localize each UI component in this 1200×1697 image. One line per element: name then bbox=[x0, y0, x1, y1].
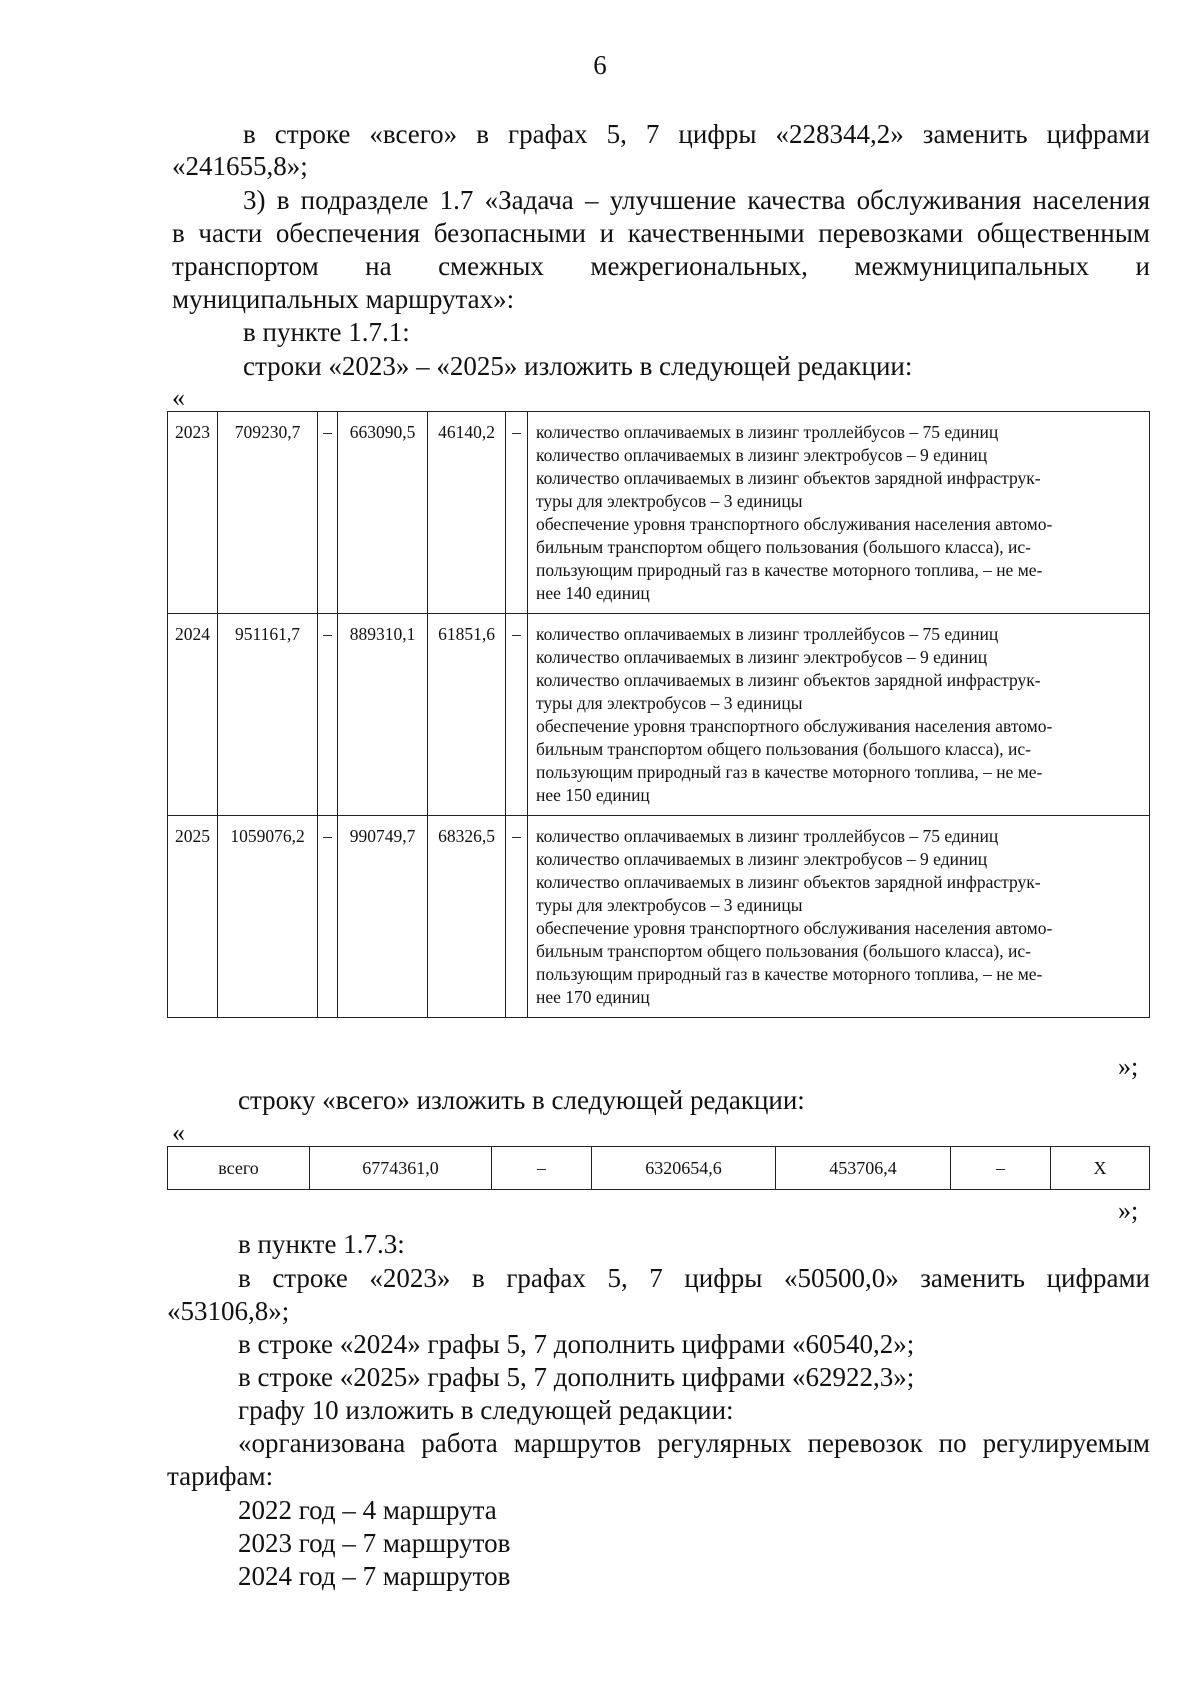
table-row bbox=[168, 816, 1150, 1018]
paragraph-line: графу 10 изложить в следующей редакции: bbox=[238, 1395, 734, 1425]
description-line: пользующим природный газ в качестве моторного топлива, – не ме- bbox=[536, 560, 1043, 580]
table-row bbox=[168, 412, 1150, 614]
table-row bbox=[168, 1147, 1150, 1190]
description-line: нее 140 единиц bbox=[536, 583, 650, 603]
page-number: 6 bbox=[593, 50, 607, 80]
table-cell-year: 2023 bbox=[168, 412, 218, 614]
paragraph-line: в пункте 1.7.3: bbox=[238, 1229, 405, 1259]
description-line: количество оплачиваемых в лизинг объектов зарядной инфраструк- bbox=[536, 468, 1041, 488]
paragraph-line: тарифам: bbox=[167, 1461, 274, 1491]
table-cell-c4: 663090,5 bbox=[338, 412, 428, 614]
table-row bbox=[168, 614, 1150, 816]
table-cell-year: 2025 bbox=[168, 816, 218, 1018]
table-cell-total: 709230,7 bbox=[218, 412, 318, 614]
paragraph-line: в строке «2023» в графах 5, 7 цифры «50500,0» заменить цифрами bbox=[238, 1263, 1150, 1293]
paragraph-line: транспортом на смежных межрегиональных, межмуниципальных и bbox=[172, 251, 1150, 281]
open-quote: « bbox=[172, 383, 185, 412]
table-cell-description bbox=[528, 614, 1150, 816]
table-cell-c5: 68326,5 bbox=[428, 816, 506, 1018]
paragraph-line: 2023 год – 7 маршрутов bbox=[238, 1528, 511, 1558]
table-cell-c4: 889310,1 bbox=[338, 614, 428, 816]
paragraph-line: 2022 год – 4 маршрута bbox=[238, 1495, 497, 1525]
description-line: обеспечение уровня транспортного обслуживания населения автомо- bbox=[536, 514, 1053, 534]
description-line: нее 150 единиц bbox=[536, 785, 650, 805]
table-cell-c3: – bbox=[318, 412, 338, 614]
description-line: пользующим природный газ в качестве моторного топлива, – не ме- bbox=[536, 762, 1043, 782]
description-line: количество оплачиваемых в лизинг троллейбусов – 75 единиц bbox=[536, 422, 999, 442]
table-cell: 6774361,0 bbox=[310, 1147, 492, 1190]
paragraph-line: в строке «2024» графы 5, 7 дополнить цифрами «60540,2»; bbox=[238, 1329, 915, 1359]
table-cell-c6: – bbox=[506, 816, 528, 1018]
description-line: количество оплачиваемых в лизинг электробусов – 9 единиц bbox=[536, 849, 988, 869]
description-line: туры для электробусов – 3 единицы bbox=[536, 693, 803, 713]
table-cell-description bbox=[528, 412, 1150, 614]
paragraph-line: в строке «2025» графы 5, 7 дополнить цифрами «62922,3»; bbox=[238, 1362, 915, 1392]
description-line: количество оплачиваемых в лизинг объектов зарядной инфраструк- bbox=[536, 872, 1041, 892]
indicators-table bbox=[167, 411, 1150, 1018]
description-line: количество оплачиваемых в лизинг троллейбусов – 75 единиц bbox=[536, 826, 999, 846]
table-cell: 6320654,6 bbox=[592, 1147, 776, 1190]
paragraph-line: 2024 год – 7 маршрутов bbox=[238, 1561, 511, 1591]
table-cell: – bbox=[492, 1147, 592, 1190]
paragraph-line: «организована работа маршрутов регулярных перевозок по регулируемым bbox=[238, 1428, 1150, 1458]
description-line: туры для электробусов – 3 единицы bbox=[536, 491, 803, 511]
paragraph-line: 3) в подразделе 1.7 «Задача – улучшение качества обслуживания населения bbox=[243, 185, 1150, 215]
table-cell-c3: – bbox=[318, 614, 338, 816]
description-line: количество оплачиваемых в лизинг троллейбусов – 75 единиц bbox=[536, 624, 999, 644]
table-cell-description bbox=[528, 816, 1150, 1018]
table-cell-c5: 46140,2 bbox=[428, 412, 506, 614]
description-line: обеспечение уровня транспортного обслуживания населения автомо- bbox=[536, 716, 1053, 736]
description-line: пользующим природный газ в качестве моторного топлива, – не ме- bbox=[536, 964, 1043, 984]
paragraph-line: «53106,8»; bbox=[167, 1296, 290, 1326]
close-quote: »; bbox=[1118, 1196, 1139, 1225]
paragraph-line: в пункте 1.7.1: bbox=[243, 317, 410, 347]
description-line: нее 170 единиц bbox=[536, 987, 650, 1007]
description-line: количество оплачиваемых в лизинг объектов зарядной инфраструк- bbox=[536, 670, 1041, 690]
paragraph-line: «241655,8»; bbox=[172, 151, 308, 181]
table-cell-year: 2024 bbox=[168, 614, 218, 816]
description-line: бильным транспортом общего пользования (большого класса), ис- bbox=[536, 739, 1031, 759]
table-cell: 453706,4 bbox=[776, 1147, 951, 1190]
description-line: бильным транспортом общего пользования (большого класса), ис- bbox=[536, 537, 1031, 557]
description-line: бильным транспортом общего пользования (большого класса), ис- bbox=[536, 941, 1031, 961]
table-cell: – bbox=[951, 1147, 1051, 1190]
description-line: обеспечение уровня транспортного обслуживания населения автомо- bbox=[536, 918, 1053, 938]
total-table bbox=[167, 1146, 1150, 1190]
table-cell-c4: 990749,7 bbox=[338, 816, 428, 1018]
description-line: количество оплачиваемых в лизинг электробусов – 9 единиц bbox=[536, 445, 988, 465]
table-cell-c5: 61851,6 bbox=[428, 614, 506, 816]
open-quote: « bbox=[172, 1118, 185, 1147]
table-cell: Х bbox=[1051, 1147, 1150, 1190]
paragraph-line: в части обеспечения безопасными и качественными перевозками общественным bbox=[172, 218, 1150, 248]
paragraph-line: строки «2023» – «2025» изложить в следующей редакции: bbox=[243, 351, 913, 381]
table-cell-total: 1059076,2 bbox=[218, 816, 318, 1018]
table-cell-c6: – bbox=[506, 614, 528, 816]
description-line: туры для электробусов – 3 единицы bbox=[536, 895, 803, 915]
description-line: количество оплачиваемых в лизинг электробусов – 9 единиц bbox=[536, 647, 988, 667]
table-cell-c6: – bbox=[506, 412, 528, 614]
table-cell-total: 951161,7 bbox=[218, 614, 318, 816]
table-cell: всего bbox=[168, 1147, 310, 1190]
close-quote: »; bbox=[1118, 1052, 1139, 1081]
paragraph-line: строку «всего» изложить в следующей редакции: bbox=[238, 1085, 805, 1115]
table-cell-c3: – bbox=[318, 816, 338, 1018]
paragraph-line: муниципальных маршрутах»: bbox=[172, 284, 515, 314]
paragraph-line: в строке «всего» в графах 5, 7 цифры «228344,2» заменить цифрами bbox=[243, 119, 1150, 149]
